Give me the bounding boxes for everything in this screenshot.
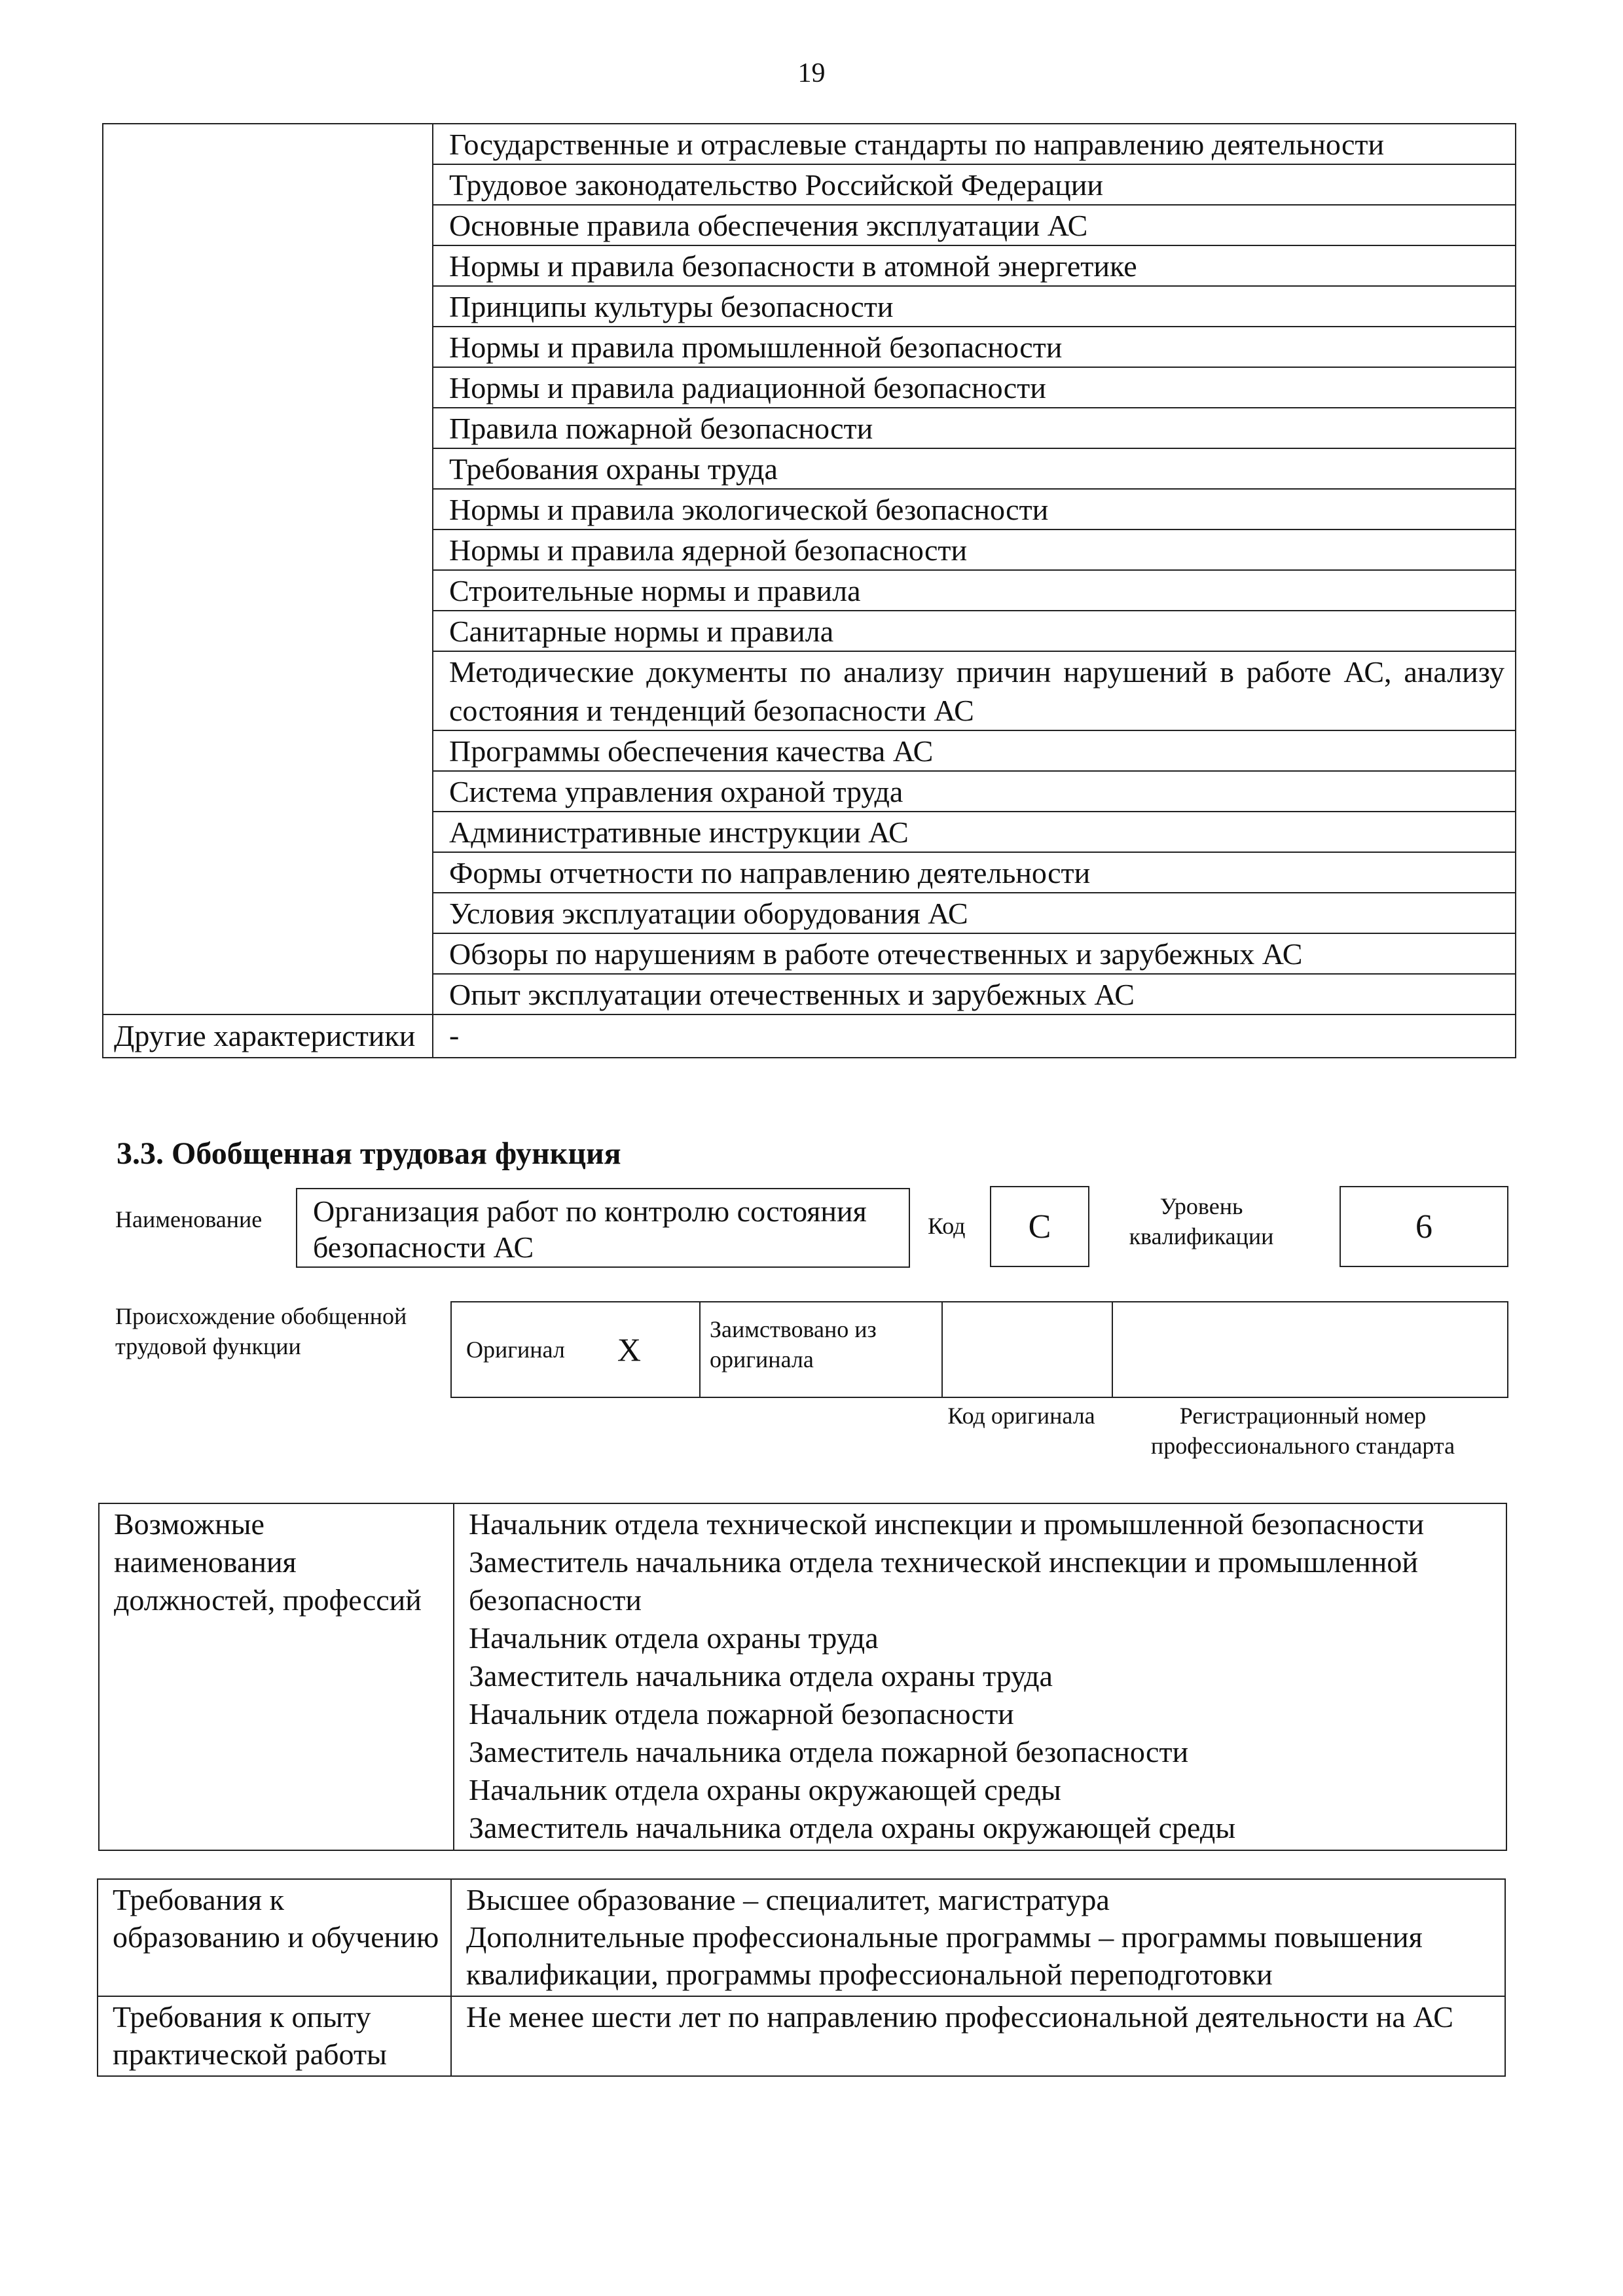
positions-table [98, 1503, 1507, 1851]
experience-label: Требования к опыту практической работы [98, 1996, 451, 2076]
qualification-level-label: Уровень квалификации [1129, 1193, 1274, 1249]
knowledge-table [102, 123, 1516, 1058]
registration-number-cell [1113, 1302, 1507, 1397]
knowledge-item: Административные инструкции АС [433, 812, 1516, 852]
knowledge-item: Формы отчетности по направлению деятельности [433, 852, 1516, 893]
knowledge-item: Нормы и правила безопасности в атомной энергетике [433, 245, 1516, 286]
knowledge-item: Трудовое законодательство Российской Федерации [433, 164, 1516, 205]
code-field: С [990, 1186, 1089, 1267]
position-item: Заместитель начальника отдела охраны труда [469, 1659, 1053, 1693]
function-name-field: Организация работ по контролю состояния безопасности АС [296, 1188, 910, 1268]
knowledge-item: Требования охраны труда [433, 448, 1516, 489]
section-title: 3.3. Обобщенная трудовая функция [117, 1136, 621, 1171]
registration-number-caption: Регистрационный номер профессионального стандарта [1150, 1403, 1455, 1459]
borrowed-cell: Заимствовано из оригинала [701, 1302, 943, 1397]
knowledge-item: Опыт эксплуатации отечественных и зарубежных АС [433, 974, 1516, 1014]
knowledge-item: Обзоры по нарушениям в работе отечественных и зарубежных АС [433, 933, 1516, 974]
origin-label: Происхождение обобщенной трудовой функции [115, 1303, 407, 1359]
position-item: Заместитель начальника отдела технической инспекции и промышленной безопасности [469, 1545, 1418, 1617]
education-list [451, 1879, 1505, 1996]
knowledge-item: Система управления охраной труда [433, 771, 1516, 812]
position-item: Начальник отдела охраны труда [469, 1621, 879, 1655]
page-number: 19 [797, 58, 826, 88]
knowledge-item: Программы обеспечения качества АС [433, 730, 1516, 771]
position-item: Начальник отдела охраны окружающей среды [469, 1773, 1061, 1806]
positions-label: Возможные наименования должностей, профессий [99, 1503, 454, 1850]
original-mark: X [617, 1331, 641, 1368]
knowledge-item: Основные правила обеспечения эксплуатации АС [433, 205, 1516, 245]
knowledge-item: Правила пожарной безопасности [433, 408, 1516, 448]
knowledge-item: Методические документы по анализу причин нарушений в работе АС, анализу состояния и тенденций безопасности АС [433, 651, 1516, 730]
knowledge-item: Санитарные нормы и правила [433, 611, 1516, 651]
original-code-cell [943, 1302, 1113, 1397]
education-item: Высшее образование – специалитет, магистратура [466, 1883, 1110, 1916]
experience-value: Не менее шести лет по направлению профессиональной деятельности на АС [451, 1996, 1505, 2076]
original-cell [452, 1302, 701, 1397]
position-item: Заместитель начальника отдела охраны окружающей среды [469, 1811, 1236, 1844]
knowledge-item: Принципы культуры безопасности [433, 286, 1516, 327]
requirements-table [97, 1878, 1506, 2077]
other-characteristics-value: - [433, 1014, 1516, 1058]
education-item: Дополнительные профессиональные программы – программы повышения квалификации, программы профессиональной переподготовки [466, 1920, 1423, 1991]
code-label: Код [928, 1213, 966, 1239]
positions-list [454, 1503, 1506, 1850]
knowledge-item: Нормы и правила экологической безопасности [433, 489, 1516, 529]
knowledge-label-cell [103, 124, 433, 1014]
name-label: Наименование [115, 1206, 263, 1232]
original-code-caption: Код оригинала [947, 1403, 1095, 1429]
position-item: Начальник отдела технической инспекции и промышленной безопасности [469, 1507, 1425, 1541]
knowledge-item: Строительные нормы и правила [433, 570, 1516, 611]
qualification-level-field: 6 [1340, 1186, 1508, 1267]
knowledge-item: Нормы и правила ядерной безопасности [433, 529, 1516, 570]
position-item: Начальник отдела пожарной безопасности [469, 1697, 1014, 1731]
education-label: Требования к образованию и обучению [98, 1879, 451, 1996]
other-characteristics-label: Другие характеристики [103, 1014, 433, 1058]
knowledge-item: Условия эксплуатации оборудования АС [433, 893, 1516, 933]
original-label: Оригинал [466, 1336, 565, 1363]
knowledge-item: Нормы и правила радиационной безопасности [433, 367, 1516, 408]
origin-row [450, 1301, 1508, 1398]
knowledge-item: Нормы и правила промышленной безопасности [433, 327, 1516, 367]
knowledge-item: Государственные и отраслевые стандарты по направлению деятельности [433, 124, 1516, 164]
position-item: Заместитель начальника отдела пожарной безопасности [469, 1735, 1189, 1768]
